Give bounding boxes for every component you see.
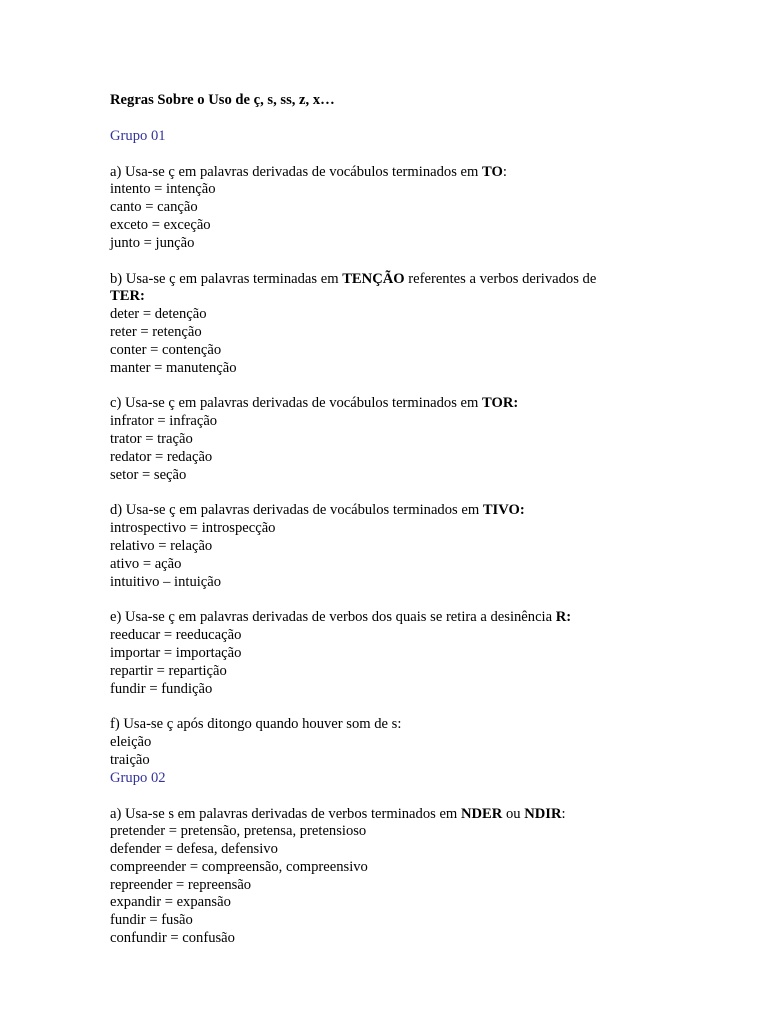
example-line: repreender = repreensão: [110, 876, 252, 893]
rule-f-group1: [110, 716, 750, 769]
example-line: defender = defesa, defensivo: [110, 841, 278, 858]
example-line: infrator = infração: [110, 413, 218, 430]
document-body: [110, 92, 750, 948]
example-line: intuitivo – intuição: [110, 573, 222, 590]
rule-text: a) Usa-se s em palavras derivadas de verbos terminados em NDER ou NDIR:: [110, 805, 566, 822]
rule-text: a) Usa-se ç em palavras derivadas de vocábulos terminados em TO:: [110, 163, 507, 180]
example-line: repartir = repartição: [110, 662, 227, 679]
example-line: eleição: [110, 734, 152, 751]
rule-d-group1: [110, 502, 750, 591]
example-line: intento = intenção: [110, 181, 216, 198]
rule-text: f) Usa-se ç após ditongo quando houver som de s:: [110, 716, 402, 733]
example-line: fundir = fundição: [110, 680, 213, 697]
example-line: setor = seção: [110, 466, 187, 483]
rule-text: d) Usa-se ç em palavras derivadas de vocábulos terminados em TIVO:: [110, 502, 525, 519]
example-line: compreender = compreensão, compreensivo: [110, 858, 368, 875]
example-line: conter = contenção: [110, 341, 222, 358]
example-line: relativo = relação: [110, 537, 213, 554]
example-line: confundir = confusão: [110, 930, 235, 947]
rule-c-group1: [110, 395, 750, 484]
rule-a-group2: [110, 806, 750, 948]
example-line: junto = junção: [110, 234, 195, 251]
example-line: expandir = expansão: [110, 894, 231, 911]
example-line: deter = detenção: [110, 306, 207, 323]
rule-e-group1: [110, 609, 750, 698]
example-line: pretender = pretensão, pretensa, pretensioso: [110, 823, 367, 840]
rule-text-continuation: TER:: [110, 288, 145, 305]
example-line: exceto = exceção: [110, 216, 211, 233]
example-line: fundir = fusão: [110, 912, 193, 929]
rule-b-group1: [110, 271, 750, 378]
example-line: ativo = ação: [110, 555, 182, 572]
example-line: redator = redação: [110, 448, 213, 465]
group-01-heading: Grupo 01: [110, 127, 166, 144]
rule-text: c) Usa-se ç em palavras derivadas de vocábulos terminados em TOR:: [110, 395, 519, 412]
example-line: traição: [110, 751, 150, 768]
example-line: importar = importação: [110, 644, 242, 661]
example-line: manter = manutenção: [110, 359, 237, 376]
rule-text: b) Usa-se ç em palavras terminadas em TENÇÃO referentes a verbos derivados de: [110, 270, 597, 287]
rule-text: e) Usa-se ç em palavras derivadas de verbos dos quais se retira a desinência R:: [110, 609, 572, 626]
example-line: introspectivo = introspecção: [110, 520, 276, 537]
example-line: reeducar = reeducação: [110, 627, 242, 644]
document-title: Regras Sobre o Uso de ç, s, ss, z, x…: [110, 92, 335, 108]
example-line: reter = retenção: [110, 323, 202, 340]
example-line: canto = canção: [110, 199, 198, 216]
example-line: trator = tração: [110, 430, 193, 447]
rule-a-group1: [110, 164, 750, 253]
group-02-heading: Grupo 02: [110, 769, 166, 786]
